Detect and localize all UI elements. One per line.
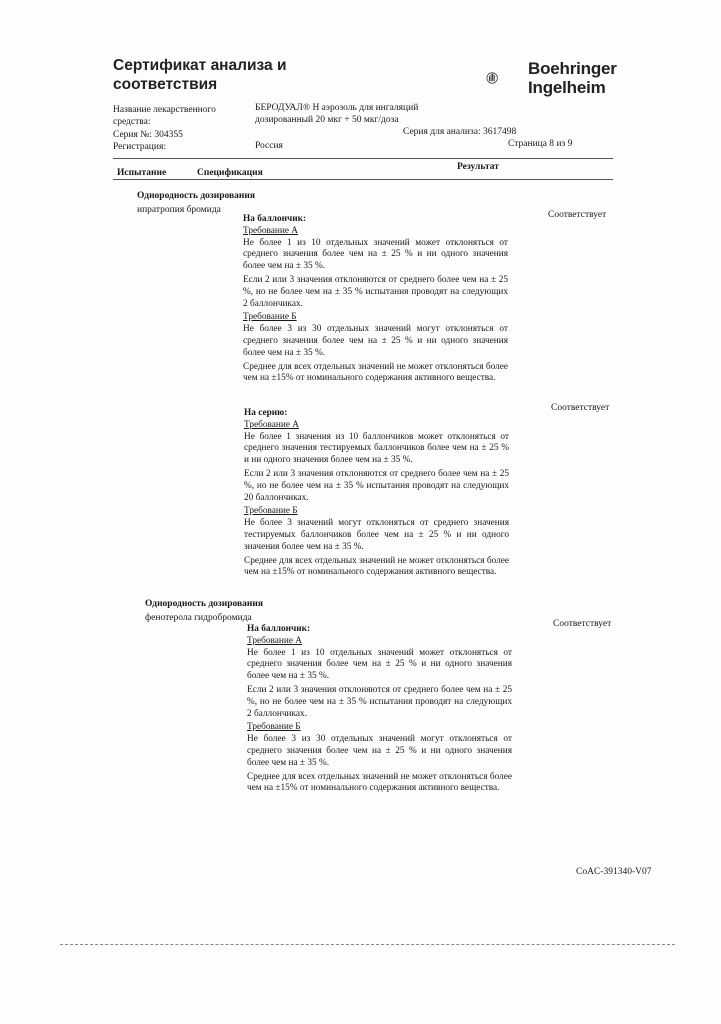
drug-label-line-1: Название лекарственного	[113, 105, 216, 115]
section-1-title: Однородность дозирования	[137, 191, 255, 201]
spec-block-2	[244, 408, 509, 581]
requirement-b-text-1: Не более 3 из 30 отдельных значений могут отклоняться от среднего значения более чем на ± 25 % и ни одного значения более чем на ± 35 %.	[247, 734, 512, 768]
spec-block-3	[247, 624, 512, 797]
requirement-a-label: Требование А	[247, 635, 302, 646]
requirement-b-label: Требование Б	[244, 506, 298, 517]
company-logo-text	[528, 59, 617, 97]
result-3: Соответствует	[553, 619, 612, 629]
section-2-title: Однородность дозирования	[145, 599, 263, 609]
page-title	[113, 56, 287, 94]
column-result: Результат	[457, 162, 499, 172]
requirement-a-label: Требование А	[243, 225, 298, 236]
column-spec: Спецификация	[197, 168, 263, 178]
requirement-a-label: Требование А	[244, 419, 299, 430]
result-2: Соответствует	[551, 403, 610, 413]
requirement-b-text-2: Среднее для всех отдельных значений не может отклоняться более чем на ±15% от номинального содержания активного вещества.	[243, 361, 508, 384]
requirement-b-text-1: Не более 3 значений могут отклоняться от среднего значения тестируемых баллончиков более чем на ± 25 % и ни одного значения более чем на ± 35 %.	[244, 518, 509, 552]
result-1: Соответствует	[548, 210, 607, 220]
requirement-b-text-2: Среднее для всех отдельных значений не может отклоняться более чем на ±15% от номинального содержания активного вещества.	[244, 555, 509, 578]
drug-value	[255, 102, 418, 126]
section-2-subtitle: фенотерола гидробромида	[145, 613, 252, 623]
logo-line-2: Ingelheim	[528, 78, 606, 97]
section-1-subtitle: ипратропия бромида	[137, 205, 221, 215]
requirement-a-text-2: Если 2 или 3 значения отклоняются от среднего более чем на ± 25 %, но не более чем на ± 35 % испытания проводят на следующих 2 баллончиках.	[247, 684, 512, 719]
title-line-1: Сертификат анализа и	[113, 57, 287, 74]
header-rule-bottom	[113, 179, 613, 180]
boehringer-logo-icon	[486, 58, 526, 98]
column-test: Испытание	[117, 168, 167, 178]
requirement-a-text-2: Если 2 или 3 значения отклоняются от среднего более чем на ± 25 %, но не более чем на ± 35 % испытания проводят на следующих 2 баллончиках.	[243, 274, 508, 309]
page-number: Страница 8 из 9	[508, 139, 573, 149]
drug-label-line-2: средства:	[113, 117, 151, 127]
header-rule-top	[113, 158, 613, 159]
drug-value-line-1: БЕРОДУАЛ® Н аэрозоль для ингаляций	[255, 103, 419, 113]
requirement-b-text-2: Среднее для всех отдельных значений не может отклоняться более чем на ±15% от номинального содержания активного вещества.	[247, 771, 512, 794]
logo-line-1: Boehringer	[528, 59, 617, 78]
drug-value-line-2: дозированный 20 мкг + 50 мкг/доза	[255, 115, 399, 125]
registration-label: Регистрация:	[113, 142, 166, 152]
analysis-series: Серия для анализа: 3617498	[403, 127, 517, 137]
spec-block-1	[243, 214, 508, 387]
requirement-b-label: Требование Б	[247, 722, 301, 733]
requirement-a-text-2: Если 2 или 3 значения отклоняются от среднего более чем на ± 25 %, но не более чем на ± 35 % испытания проводят на следующих 20 баллончиках.	[244, 468, 509, 503]
drug-label	[113, 104, 216, 128]
requirement-b-label: Требование Б	[243, 312, 297, 323]
title-line-2: соответствия	[113, 76, 218, 93]
spec-heading: На серию:	[244, 408, 288, 418]
requirement-a-text-1: Не более 1 значения из 10 баллончиков может отклоняться от среднего значения тестируемых баллончиков более чем на ± 25 % и ни одного значения более чем на ± 35 %.	[244, 431, 509, 466]
requirement-b-text-1: Не более 3 из 30 отдельных значений могут отклоняться от среднего значения более чем на ± 25 % и ни одного значения более чем на ± 35 %.	[243, 324, 508, 358]
requirement-a-text-1: Не более 1 из 10 отдельных значений может отклоняться от среднего значения более чем на ± 25 % и ни одного значения более чем на ± 35 %.	[247, 647, 512, 682]
spec-heading: На баллончик:	[243, 214, 307, 224]
footer-dotted-rule	[60, 944, 675, 945]
document-code: CoAC-391340-V07	[576, 867, 652, 877]
series-label: Серия №: 304355	[113, 130, 183, 140]
requirement-a-text-1: Не более 1 из 10 отдельных значений может отклоняться от среднего значения более чем на ± 25 % и ни одного значения более чем на ± 35 %.	[243, 237, 508, 272]
registration-value: Россия	[255, 141, 283, 151]
spec-heading: На баллончик:	[247, 624, 311, 634]
